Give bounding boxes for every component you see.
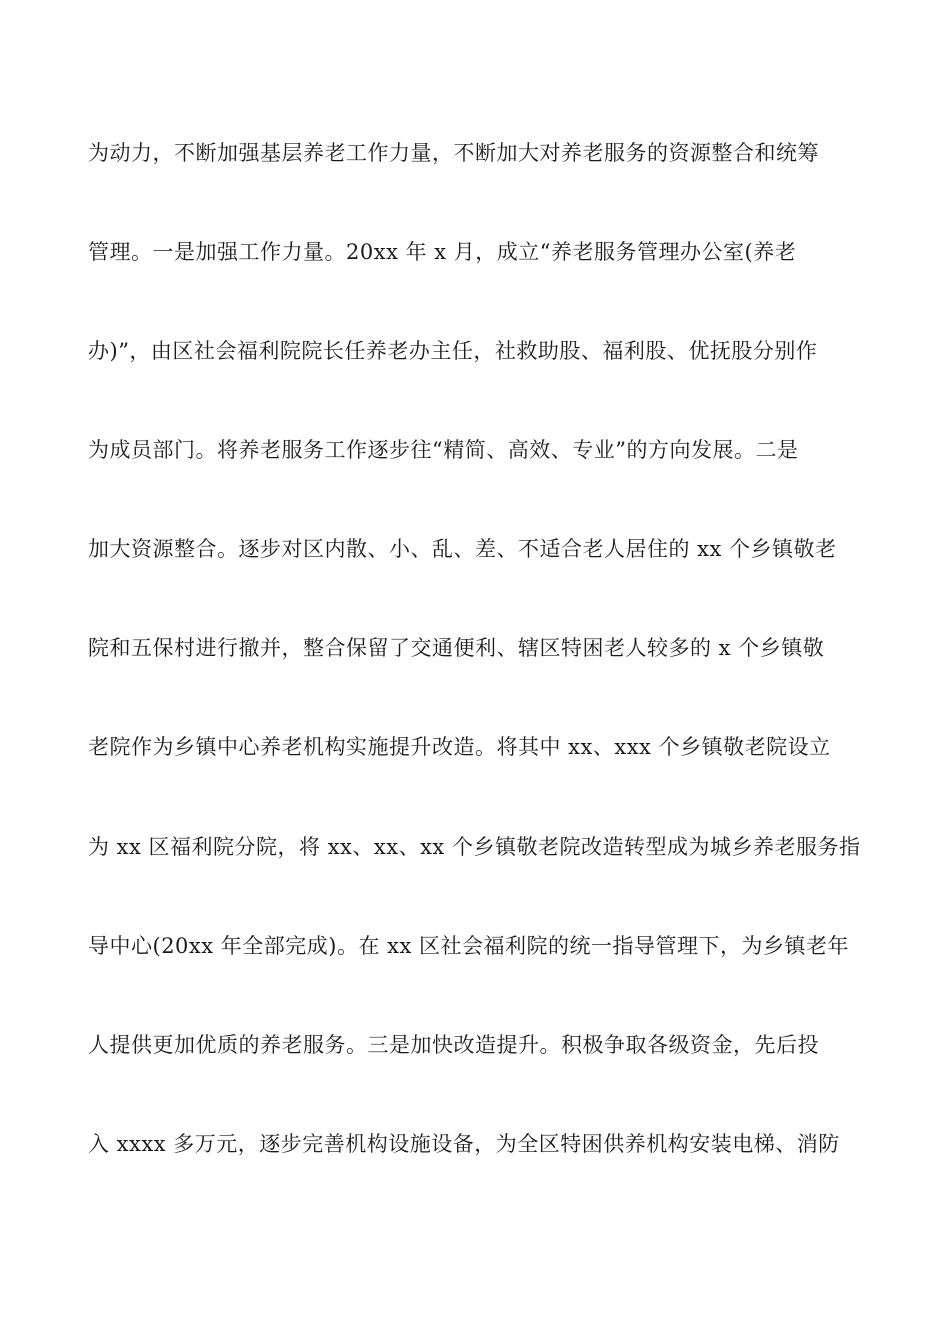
paragraph-line: 老院作为乡镇中心养老机构实施提升改造。将其中 xx、xxx 个乡镇敬老院设立 bbox=[88, 735, 831, 759]
paragraph-line: 人提供更加优质的养老服务。三是加快改造提升。积极争取各级资金，先后投 bbox=[88, 1033, 819, 1057]
paragraph-line: 为动力，不断加强基层养老工作力量，不断加大对养老服务的资源整合和统筹 bbox=[88, 141, 819, 165]
paragraph-line: 入 xxxx 多万元，逐步完善机构设施设备，为全区特困供养机构安装电梯、消防 bbox=[88, 1132, 840, 1156]
paragraph-line: 院和五保村进行撤并，整合保留了交通便利、辖区特困老人较多的 x 个乡镇敬 bbox=[88, 636, 825, 660]
paragraph-line: 导中心(20xx 年全部完成)。在 xx 区社会福利院的统一指导管理下，为乡镇老年 bbox=[88, 934, 850, 958]
paragraph-line: 为 xx 区福利院分院，将 xx、xx、xx 个乡镇敬老院改造转型成为城乡养老服务指 bbox=[88, 835, 861, 859]
paragraph-line: 加大资源整合。逐步对区内散、小、乱、差、不适合老人居住的 xx 个乡镇敬老 bbox=[88, 537, 837, 561]
paragraph-line: 管理。一是加强工作力量。20xx 年 x 月，成立“养老服务管理办公室(养老 bbox=[88, 240, 797, 264]
paragraph-line: 为成员部门。将养老服务工作逐步往“精简、高效、专业”的方向发展。二是 bbox=[88, 438, 799, 462]
paragraph-line: 办)”，由区社会福利院院长任养老办主任，社救助股、福利股、优抚股分别作 bbox=[88, 339, 818, 363]
